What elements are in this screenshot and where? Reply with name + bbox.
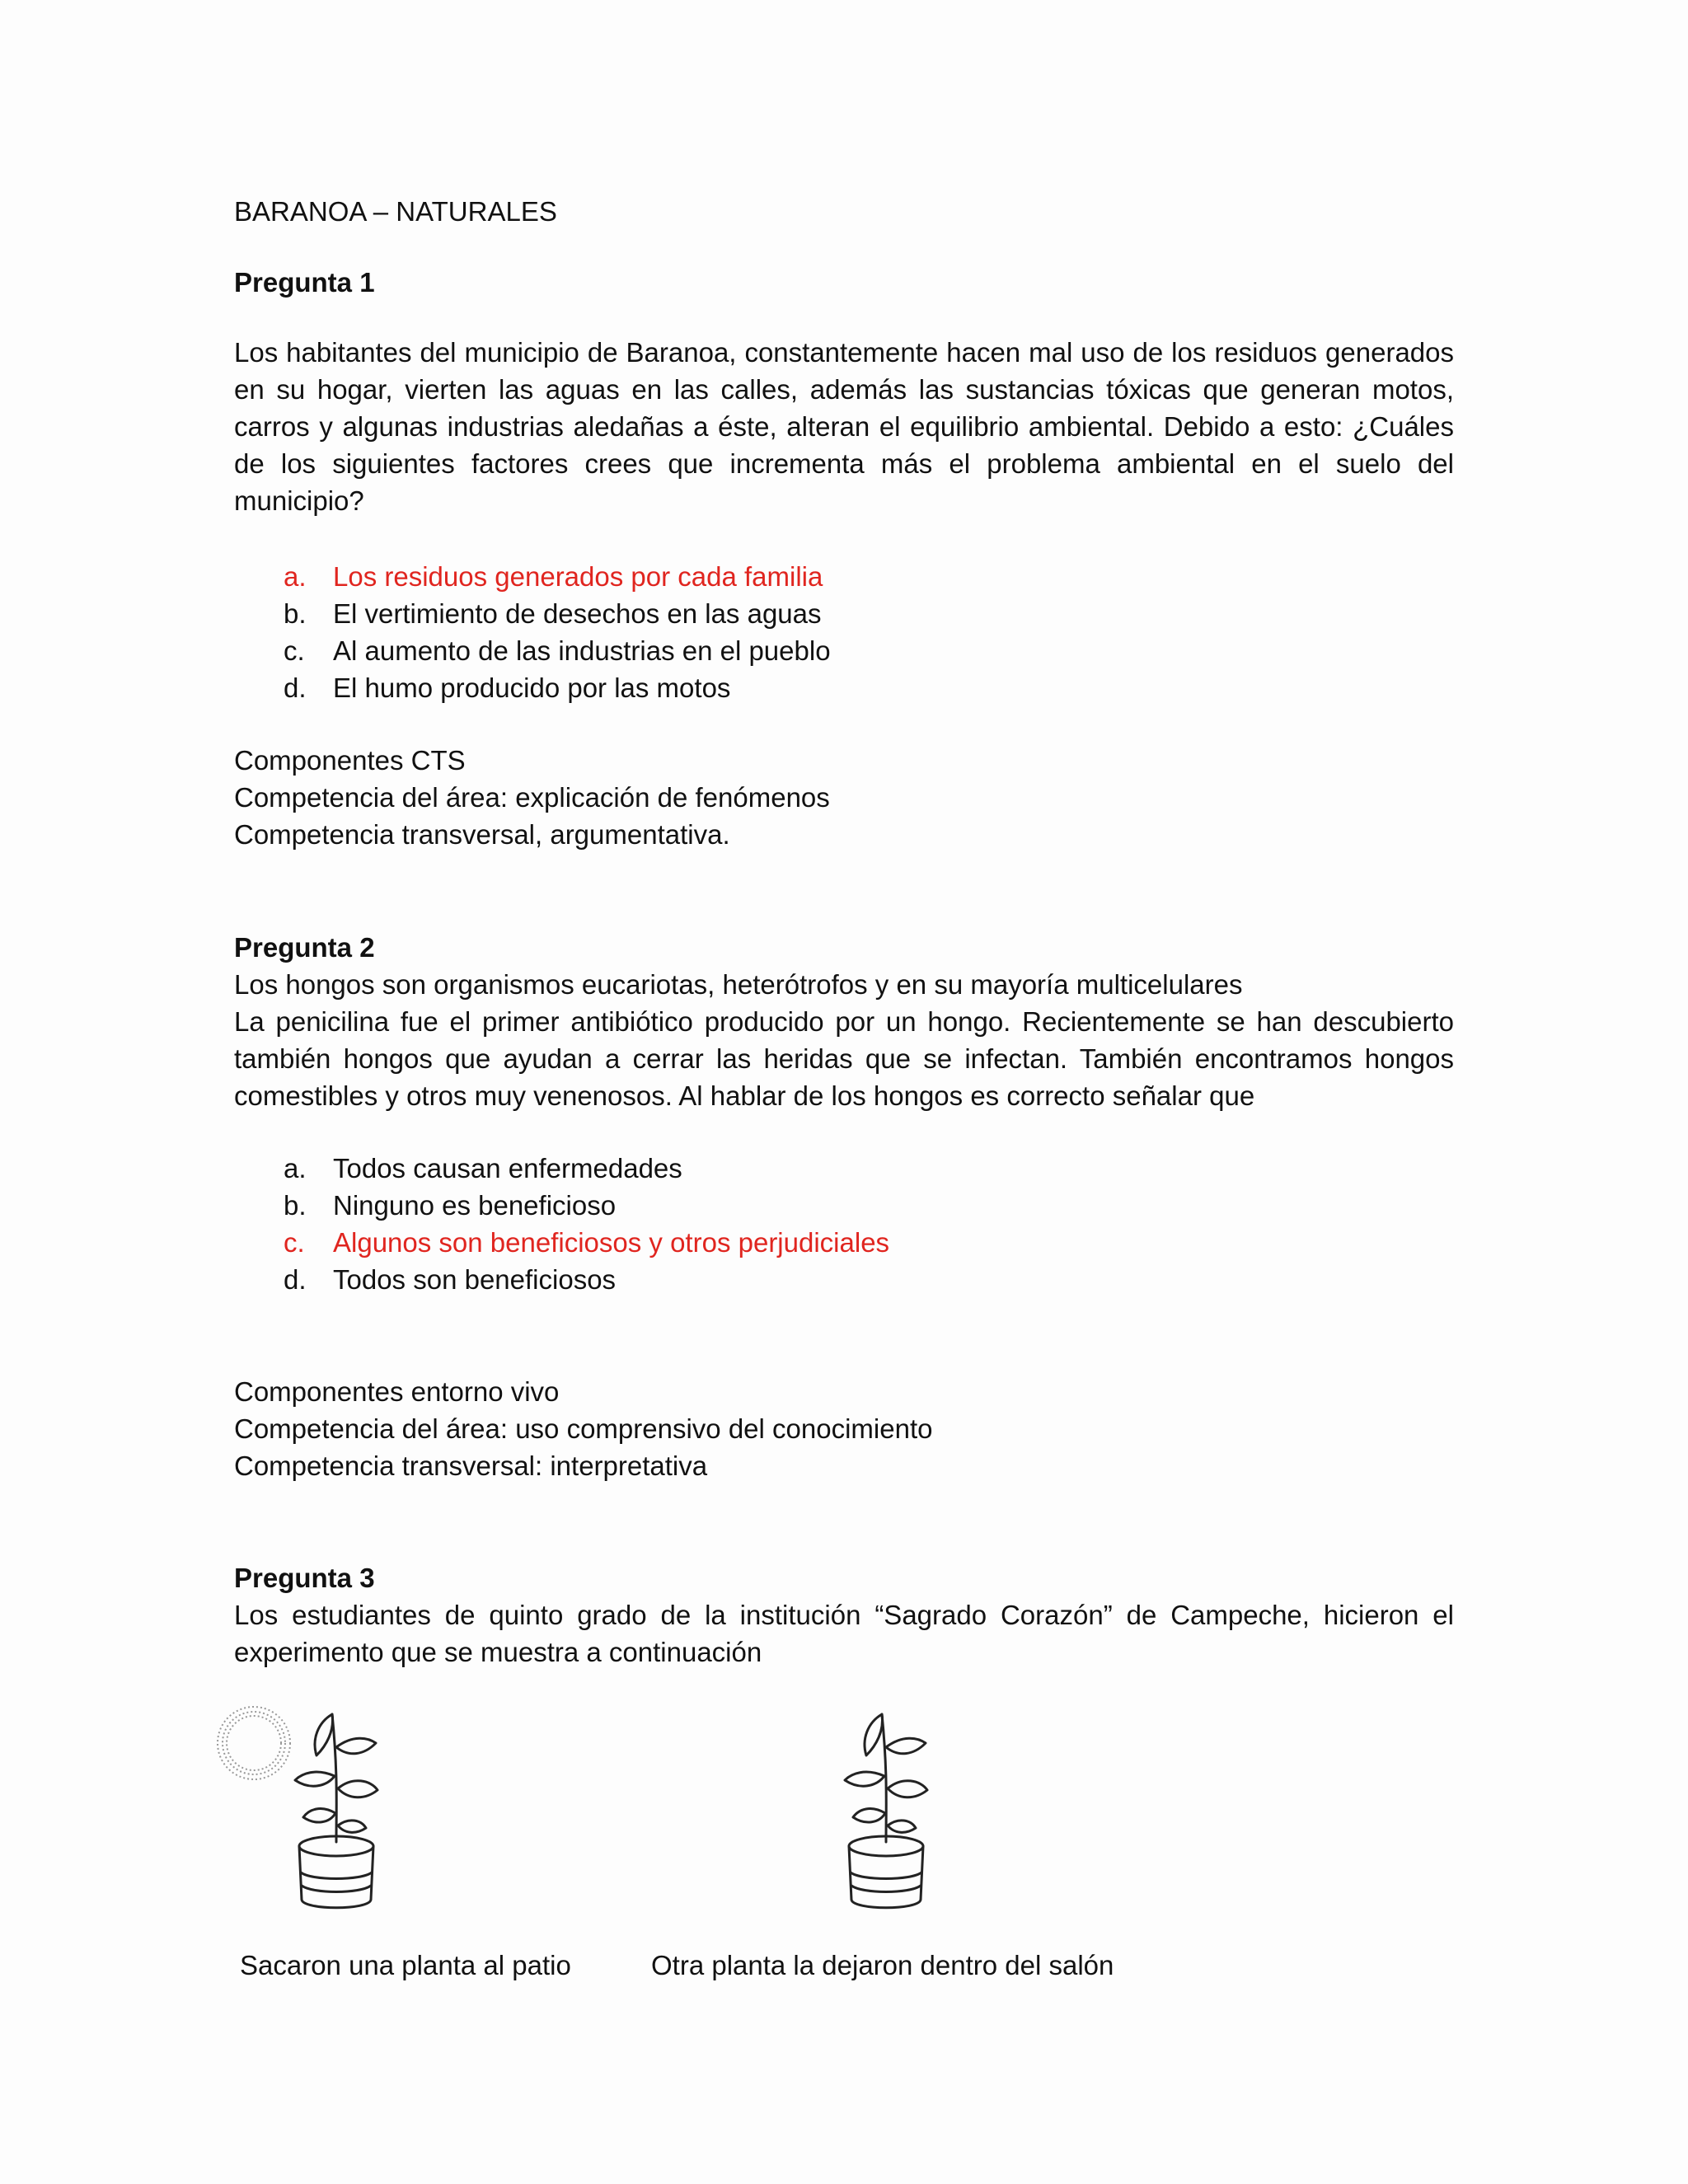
caption-plant-outside: Sacaron una planta al patio: [240, 1950, 571, 1980]
question-2-option-d: d. Todos son beneficiosos: [284, 1264, 617, 1295]
question-2-body: La penicilina fue el primer antibiótico producido por un hongo. Recientemente se han descubierto también hongos que ayudan a cerrar las heridas que se infectan. También encontramos hongos comestibles y otros muy venenosos. Al hablar de los hongos es correcto señalar que: [234, 1006, 1454, 1111]
question-2-heading: Pregunta 2: [234, 932, 375, 963]
question-1-option-c: c. Al aumento de las industrias en el pueblo: [284, 635, 831, 666]
caption-plant-inside: Otra planta la dejaron dentro del salón: [651, 1950, 1114, 1980]
question-1-option-b: b. El vertimiento de desechos en las aguas: [284, 598, 822, 629]
question-1-body: Los habitantes del municipio de Baranoa, constantemente hacen mal uso de los residuos generados en su hogar, vierten las aguas en las calles, además las sustancias tóxicas que generan motos, carros y algunas industrias aledañas a éste, alteran el equilibrio ambiental. Debido a esto: ¿Cuáles de los siguientes factores crees que incrementa más el problema ambiental en el suelo del municipio?: [234, 337, 1454, 516]
question-1-option-d: d. El humo producido por las motos: [284, 673, 731, 703]
question-3-heading: Pregunta 3: [234, 1563, 375, 1593]
indoor-plant-illustration: [824, 1698, 973, 1912]
question-1-component: Componentes CTS: [234, 745, 466, 776]
question-2-component: Componentes entorno vivo: [234, 1376, 560, 1407]
question-2-option-a: a. Todos causan enfermedades: [284, 1153, 682, 1183]
question-1-heading: Pregunta 1: [234, 267, 375, 298]
question-1-area-competence: Competencia del área: explicación de fenómenos: [234, 782, 830, 813]
question-2-option-c: c. Algunos son beneficiosos y otros perjudiciales: [284, 1227, 890, 1258]
question-1-transversal-competence: Competencia transversal, argumentativa.: [234, 819, 730, 850]
sun-icon: [218, 1707, 290, 1779]
sun-and-plant-illustration: [213, 1698, 402, 1912]
question-2-option-b: b. Ninguno es beneficioso: [284, 1190, 617, 1221]
potted-plant-icon: [845, 1714, 927, 1908]
question-1-options: [284, 558, 831, 706]
document-title: BARANOA – NATURALES: [234, 196, 557, 227]
question-1-option-a: a. Los residuos generados por cada familia: [284, 561, 823, 592]
question-2-options: [284, 1150, 889, 1298]
potted-plant-icon: [295, 1714, 377, 1908]
question-2-intro: Los hongos son organismos eucariotas, heterótrofos y en su mayoría multicelulares: [234, 969, 1243, 1000]
question-3-body: Los estudiantes de quinto grado de la institución “Sagrado Corazón” de Campeche, hicieron el experimento que se muestra a continuación: [234, 1600, 1454, 1667]
question-2-transversal-competence: Competencia transversal: interpretativa: [234, 1451, 708, 1481]
question-2-area-competence: Competencia del área: uso comprensivo del conocimiento: [234, 1413, 933, 1444]
